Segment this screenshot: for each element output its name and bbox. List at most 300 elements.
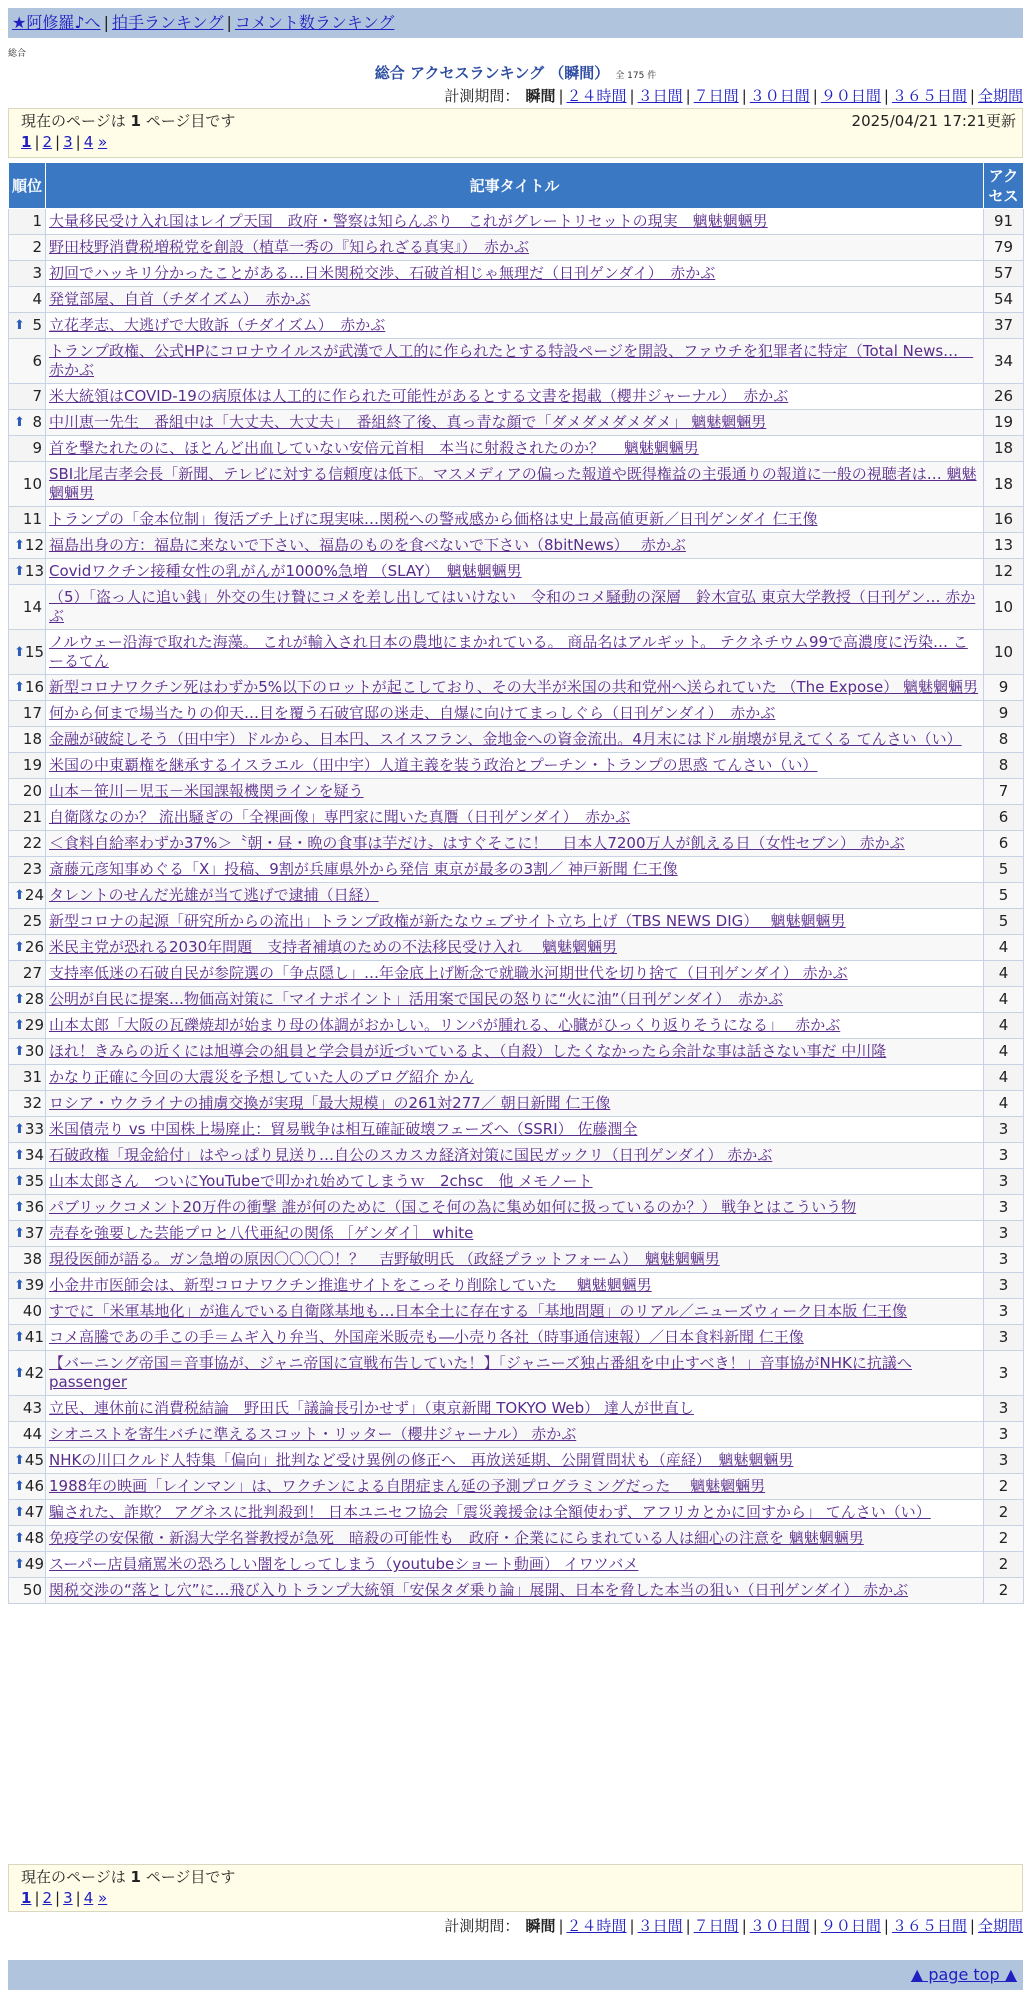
title-cell [46,831,984,857]
access-count: 3 [984,1221,1024,1247]
access-count: 5 [984,857,1024,883]
title-cell [46,1325,984,1351]
article-title-link[interactable]: 福島出身の方：福島に来ないで下さい、福島のものを食べないで下さい（8bitNews） 赤かぶ [49,536,686,554]
rank-cell [9,533,46,559]
title-cell [46,727,984,753]
rank-cell [9,209,46,235]
total-count: 全 175 件 [615,71,657,81]
page-link-1[interactable]: 1 [21,133,32,151]
ranking-rows [9,209,1024,1604]
period-link[interactable]: 全期間 [977,1917,1023,1935]
article-title-link[interactable]: 騙された、詐欺？ アグネスに批判殺到！ 日本ユニセフ協会「震災義援金は全額使わず、アフリカとかに回すから」 てんさい（い） [49,1503,931,1521]
title-cell [46,675,984,701]
article-title-link[interactable]: 立花孝志、大逃げで大敗訴（チダイズム） 赤かぶ [49,316,386,334]
rank-cell [9,507,46,533]
rank-number: 8 [32,413,42,431]
rank-number: 46 [24,1477,44,1495]
pager-separator: | [75,1889,81,1907]
rank-cell [9,261,46,287]
article-title-link[interactable]: シオニストを寄生バチに準えるスコット・リッター（櫻井ジャーナル） 赤かぶ [49,1425,577,1443]
rank-number: 37 [24,1224,44,1242]
access-count: 3 [984,1117,1024,1143]
rank-cell [9,339,46,384]
title-cell [46,701,984,727]
rank-cell [9,805,46,831]
title-cell [46,1091,984,1117]
access-count: 12 [984,559,1024,585]
table-row [9,857,1024,883]
rank-number: 11 [22,510,42,528]
article-title-link[interactable]: 斎藤元彦知事めぐる「X」投稿、9割が兵庫県外から発信 東京が最多の3割／ 神戸新聞 仁王像 [49,860,678,878]
rank-cell [9,1500,46,1526]
article-title-link[interactable]: 公明が自民に提案…物価高対策に「マイナポイント」活用案で国民の怒りに“火に油”（日刊ゲンダイ） 赤かぶ [49,990,784,1008]
title-cell [46,1221,984,1247]
access-header: アクセス [984,163,1024,209]
table-row [9,987,1024,1013]
rank-cell [9,235,46,261]
article-title-link[interactable]: 現役医師が語る。ガン急増の原因〇〇〇〇！？ 吉野敏明氏 （政経プラットフォーム） 魑魅魍魎男 [49,1250,720,1268]
article-title-link[interactable]: 山本太郎さん ついにYouTubeで叩かれ始めてしまうｗ 2chsc 他 メモノート [49,1172,593,1190]
rank-number: 49 [24,1555,44,1573]
period-separator: | [629,1917,635,1935]
title-cell [46,1013,984,1039]
article-title-link[interactable]: スーパー店員痛罵米の恐ろしい闇をしってしまう（youtubeショート動画） イワツバメ [49,1555,639,1573]
rank-number: 41 [24,1328,44,1346]
table-row [9,1195,1024,1221]
period-link[interactable]: ３日間 [637,1917,683,1935]
access-count: 91 [984,209,1024,235]
article-title-link[interactable]: NHKの川口クルド人特集「偏向」批判など受け異例の修正へ 再放送延期、公開質問状も（産経） 魑魅魍魎男 [49,1451,794,1469]
next-page-link[interactable]: » [98,1889,108,1907]
rank-cell [9,1195,46,1221]
rank-number: 36 [24,1198,44,1216]
article-title-link[interactable]: 米大統領はCOVID-19の病原体は人工的に作られた可能性があるとする文書を掲載（櫻井ジャーナル） 赤かぶ [49,387,789,405]
article-title-link[interactable]: ノルウェー沿海で取れた海藻。 これが輸入され日本の農地にまかれている。 商品名はアルギット。 テクネチウム99で高濃度に汚染… こーるてん [49,633,968,670]
period-link[interactable]: ３日間 [637,87,683,105]
title-cell [46,909,984,935]
rank-number: 7 [32,387,42,405]
period-link[interactable]: ３６５日間 [891,1917,967,1935]
article-title-link[interactable]: トランプ政権、公式HPにコロナウイルスが武漢で人工的に作られたとする特設ページを開設、ファウチを犯罪者に特定（Total News… 赤かぶ [49,342,974,379]
rank-cell [9,1117,46,1143]
pager-top [21,132,1010,153]
article-title-link[interactable]: 石破政権「現金給付」はやっぱり見送り…自公のスカスカ経済対策に国民ガックリ（日刊ゲンダイ） 赤かぶ [49,1146,773,1164]
period-separator: | [812,1917,818,1935]
up-arrow-icon: ⬆ [14,1479,25,1494]
access-count: 2 [984,1578,1024,1604]
rank-number: 47 [24,1503,44,1521]
period-separator: | [558,87,564,105]
table-row [9,909,1024,935]
access-count: 3 [984,1325,1024,1351]
rank-cell [9,1169,46,1195]
period-link[interactable]: ９０日間 [820,87,881,105]
rank-number: 39 [24,1276,44,1294]
period-link[interactable]: ２４時間 [566,1917,627,1935]
rank-number: 24 [24,886,44,904]
access-count: 37 [984,313,1024,339]
period-separator: | [741,87,747,105]
up-arrow-icon: ⬆ [14,1278,25,1293]
table-row [9,1039,1024,1065]
rank-cell [9,384,46,410]
rank-cell [9,313,46,339]
table-row [9,630,1024,675]
rank-cell [9,935,46,961]
rank-number: 35 [24,1172,44,1190]
table-row [9,1143,1024,1169]
rank-cell [9,779,46,805]
period-link[interactable]: ７日間 [693,1917,739,1935]
table-row [9,1396,1024,1422]
title-cell [46,779,984,805]
table-row [9,1091,1024,1117]
access-count: 3 [984,1422,1024,1448]
rank-number: 44 [22,1425,42,1443]
table-row [9,1325,1024,1351]
rank-number: 16 [24,678,44,696]
up-arrow-icon: ⬆ [14,538,25,553]
table-row [9,1221,1024,1247]
article-title-link[interactable]: 関税交渉の“落とし穴”に…飛び入りトランプ大統領「安保タダ乗り論」展開、日本を脅した本当の狙い（日刊ゲンダイ） 赤かぶ [49,1581,909,1599]
access-count: 57 [984,261,1024,287]
rank-number: 29 [24,1016,44,1034]
access-count: 7 [984,779,1024,805]
access-count: 4 [984,1091,1024,1117]
rank-cell [9,1143,46,1169]
access-count: 2 [984,1552,1024,1578]
rank-number: 5 [32,316,42,334]
period-link[interactable]: ７日間 [693,87,739,105]
rank-number: 14 [22,597,42,616]
access-count: 4 [984,1039,1024,1065]
access-count: 10 [984,585,1024,630]
title-cell [46,1526,984,1552]
title-cell [46,1448,984,1474]
title-cell [46,410,984,436]
article-title-link[interactable]: 米国の中東覇権を継承するイスラエル（田中宇）人道主義を装う政治とプーチン・トランプの思惑 てんさい（い） [49,756,818,774]
title-cell [46,287,984,313]
page-link-3[interactable]: 3 [63,133,73,151]
table-row [9,883,1024,909]
page-status-post: ページ目です [145,112,236,130]
rank-number: 45 [24,1451,44,1469]
rank-number: 50 [22,1581,42,1599]
rank-cell [9,462,46,507]
article-title-link[interactable]: 米国債売り vs 中国株上場廃止：貿易戦争は相互確証破壊フェーズへ（SSRI） 佐藤潤全 [49,1120,638,1138]
title-header: 記事タイトル [46,163,984,209]
article-title-link[interactable]: SBI北尾吉孝会長「新聞、テレビに対する信頼度は低下。マスメディアの偏った報道や既得権益の主張通りの報道に一般の視聴者は… 魑魅魍魎男 [49,465,977,502]
access-count: 18 [984,436,1024,462]
next-page-link[interactable]: » [98,133,108,151]
access-count: 4 [984,961,1024,987]
table-row [9,235,1024,261]
article-title-link[interactable]: パブリックコメント20万件の衝撃 誰が何のために（国こそ何の為に集め如何に扱っているのか？） 戦争とはこういう物 [49,1198,857,1216]
period-label: 計測期間： [444,87,520,105]
table-row [9,261,1024,287]
rank-cell [9,410,46,436]
access-count: 3 [984,1273,1024,1299]
title-cell [46,1247,984,1273]
rank-cell [9,675,46,701]
article-title-link[interactable]: ロシア・ウクライナの捕虜交換が実現「最大規模」の261対277／ 朝日新聞 仁王像 [49,1094,611,1112]
up-arrow-icon: ⬆ [14,680,25,695]
table-row [9,462,1024,507]
table-row [9,1474,1024,1500]
rank-header: 順位 [9,163,46,209]
page-status-pre: 現在のページは [21,112,126,130]
article-title-link[interactable]: 何から何まで場当たりの仰天…目を覆う石破官邸の迷走、自爆に向けてまっしぐら（日刊ゲンダイ） 赤かぶ [49,704,776,722]
pager-bottom [21,1888,1010,1909]
article-title-link[interactable]: 米民主党が恐れる2030年問題 支持者補填のための不法移民受け入れ 魑魅魍魎男 [49,938,617,956]
rank-number: 17 [22,704,42,722]
article-title-link[interactable]: 免疫学の安保徹・新潟大学名誉教授が急死 暗殺の可能性も 政府・企業ににらまれている人は細心の注意を 魑魅魍魎男 [49,1529,864,1547]
up-arrow-icon: ⬆ [14,1200,25,1215]
home-link[interactable]: ★阿修羅♪へ [12,13,101,32]
rank-cell [9,1526,46,1552]
rank-number: 43 [22,1399,42,1417]
page-link-4[interactable]: 4 [83,1889,94,1907]
table-row [9,507,1024,533]
access-count: 19 [984,410,1024,436]
access-count: 4 [984,1065,1024,1091]
table-row [9,1351,1024,1396]
current-page-number: 1 [130,1868,141,1886]
rank-number: 48 [24,1529,44,1547]
rank-cell [9,1325,46,1351]
table-row [9,1578,1024,1604]
access-count: 6 [984,831,1024,857]
page-link-3[interactable]: 3 [63,1889,73,1907]
rank-number: 4 [32,290,42,308]
period-current: 瞬間 [525,87,556,105]
period-link[interactable]: ２４時間 [566,87,627,105]
period-selector-bottom [444,1916,1023,1936]
rank-cell [9,1247,46,1273]
rank-cell [9,1039,46,1065]
title-cell [46,507,984,533]
article-title-link[interactable]: タレントのせんだ光雄が当て逃げで逮捕（日経） [49,886,379,904]
title-cell [46,1143,984,1169]
rank-number: 26 [24,938,44,956]
page-title: 総合 アクセスランキング （瞬間） [374,64,610,82]
pager-separator: | [75,133,81,151]
article-title-link[interactable]: （5）「盗っ人に追い銭」外交の生け贄にコメを差し出してはいけない 令和のコメ騒動の深層 鈴木宣弘 東京大学教授（日刊ゲン… 赤かぶ [49,588,976,625]
table-row [9,1500,1024,1526]
page-status-post: ページ目です [145,1868,236,1886]
title-cell [46,559,984,585]
table-row [9,533,1024,559]
ranking-table [8,162,1024,1604]
access-count: 3 [984,1143,1024,1169]
table-row [9,935,1024,961]
table-row [9,339,1024,384]
title-cell [46,1578,984,1604]
rank-number: 22 [22,834,42,852]
access-count: 3 [984,1299,1024,1325]
title-cell [46,384,984,410]
article-title-link[interactable]: 自衛隊なのか？ 流出騒ぎの「全裸画像」専門家に聞いた真贋（日刊ゲンダイ） 赤かぶ [49,808,631,826]
access-count: 16 [984,507,1024,533]
access-count: 2 [984,1526,1024,1552]
title-cell [46,533,984,559]
table-row [9,287,1024,313]
rank-cell [9,1474,46,1500]
up-arrow-icon: ⬆ [14,1453,25,1468]
access-count: 2 [984,1474,1024,1500]
rank-cell [9,585,46,630]
page-link-2[interactable]: 2 [42,133,53,151]
article-title-link[interactable]: ＜食料自給率わずか37%＞〝朝・昼・晩の食事は芋だけ〟はすぐそこに！ 日本人7200万人が飢える日（女性セブン） 赤かぶ [49,834,905,852]
page-link-4[interactable]: 4 [83,133,94,151]
article-title-link[interactable]: トランプの「金本位制」復活ブチ上げに現実味…関税への警戒感から価格は史上最高値更新／日刊ゲンダイ 仁王像 [49,510,818,528]
article-title-link[interactable]: 山本－笹川－児玉－米国課報機関ラインを疑う [49,782,364,800]
title-cell [46,1195,984,1221]
up-arrow-icon: ⬆ [14,1174,25,1189]
up-arrow-icon: ⬆ [14,318,25,333]
up-arrow-icon: ⬆ [14,1018,25,1033]
applause-ranking-link[interactable]: 拍手ランキング [111,13,224,32]
access-count: 10 [984,630,1024,675]
table-row [9,1117,1024,1143]
up-arrow-icon: ⬆ [14,415,25,430]
rank-cell [9,961,46,987]
table-row [9,805,1024,831]
article-title-link[interactable]: 大量移民受け入れ国はレイプ天国 政府・警察は知らんぷり これがグレートリセットの現実 魑魅魍魎男 [49,212,768,230]
title-cell [46,1396,984,1422]
up-arrow-icon: ⬆ [14,1330,25,1345]
rank-cell [9,701,46,727]
article-title-link[interactable]: 首を撃たれたのに、ほとんど出血していない安倍元首相 本当に射殺されたのか？ 魑魅魍魎男 [49,439,699,457]
table-row [9,1299,1024,1325]
rank-number: 32 [22,1094,42,1112]
rank-number: 13 [24,562,44,580]
table-row [9,585,1024,630]
rank-cell [9,883,46,909]
nav-separator: | [226,13,232,32]
rank-cell [9,987,46,1013]
article-title-link[interactable]: 小金井市医師会は、新型コロナワクチン推進サイトをこっそり削除していた 魑魅魍魎男 [49,1276,652,1294]
period-separator: | [629,87,635,105]
period-separator: | [685,1917,691,1935]
period-link[interactable]: 全期間 [977,87,1023,105]
top-nav-bar [8,8,1023,38]
article-title-link[interactable]: 発覚部屋、自首（チダイズム） 赤かぶ [49,290,311,308]
comment-ranking-link[interactable]: コメント数ランキング [234,13,395,32]
article-title-link[interactable]: 売春を強要した芸能プロと八代亜紀の関係 ［ゲンダイ］ white [49,1224,474,1242]
article-title-link[interactable]: すでに「米軍基地化」が進んでいる自衛隊基地も…日本全土に存在する「基地問題」のリアル／ニューズウィーク日本版 仁王像 [49,1302,907,1320]
rank-number: 42 [24,1363,44,1382]
article-title-link[interactable]: ほれ！きみらの近くには旭導会の組員と学会員が近づいているよ、（自殺）したくなかったら余計な事は話さない事だ 中川隆 [49,1042,887,1060]
access-count: 6 [984,805,1024,831]
access-count: 2 [984,1500,1024,1526]
rank-number: 1 [32,212,42,230]
updated-timestamp: 2025/04/21 17:21更新 [851,112,1016,130]
rank-cell [9,287,46,313]
title-cell [46,935,984,961]
article-title-link[interactable]: 中川恵一先生 番組中は「大丈夫、大丈夫」 番組終了後、真っ青な顔で「ダメダメダメダメ」 魑魅魍魎男 [49,413,767,431]
access-count: 3 [984,1351,1024,1396]
rank-number: 3 [32,264,42,282]
up-arrow-icon: ⬆ [14,1226,25,1241]
article-title-link[interactable]: かなり正確に今回の大震災を予想していた人のブログ紹介 かん [49,1068,474,1086]
rank-cell [9,1351,46,1396]
up-arrow-icon: ⬆ [14,940,25,955]
article-title-link[interactable]: 野田枝野消費税増税党を創設（植草一秀の『知られざる真実』） 赤かぶ [49,238,530,256]
article-title-link[interactable]: Covidワクチン接種女性の乳がんが1000%急増 （SLAY） 魑魅魍魎男 [49,562,522,580]
title-cell [46,1552,984,1578]
table-row [9,1273,1024,1299]
table-row [9,1065,1024,1091]
page-top-link[interactable]: ▲ page top ▲ [910,1965,1017,1984]
table-row [9,384,1024,410]
access-count: 3 [984,1396,1024,1422]
period-link[interactable]: ９０日間 [820,1917,881,1935]
bottom-bar [8,1960,1023,1990]
title-cell [46,235,984,261]
period-link[interactable]: ３６５日間 [891,87,967,105]
period-separator: | [969,87,975,105]
table-row [9,675,1024,701]
period-current: 瞬間 [525,1917,556,1935]
page-info-top [8,108,1023,158]
article-title-link[interactable]: コメ高騰であの手この手＝ムギ入り弁当、外国産米販売も―小売り各社（時事通信速報）／日本食料新聞 仁王像 [49,1328,804,1346]
table-row [9,1526,1024,1552]
table-row [9,1552,1024,1578]
article-title-link[interactable]: 金融が破綻しそう（田中宇）ドルから、日本円、スイスフラン、金地金への資金流出。4月末にはドル崩壊が見えてくる てんさい（い） [49,730,962,748]
rank-number: 38 [22,1250,42,1268]
article-title-link[interactable]: 初回でハッキリ分かったことがある…日米関税交渉、石破首相じゃ無理だ（日刊ゲンダイ） 赤かぶ [49,264,716,282]
rank-cell [9,1299,46,1325]
rank-cell [9,630,46,675]
article-title-link[interactable]: 新型コロナワクチン死はわずか5%以下のロットが起こしており、その大半が米国の共和党州へ送られていた （The Expose） 魑魅魍魎男 [49,678,979,696]
title-cell [46,1065,984,1091]
table-row [9,1422,1024,1448]
period-link[interactable]: ３０日間 [749,87,810,105]
table-row [9,436,1024,462]
period-separator: | [812,87,818,105]
rank-cell [9,1273,46,1299]
table-row [9,1247,1024,1273]
title-cell [46,805,984,831]
article-title-link[interactable]: 新型コロナの起源「研究所からの流出」トランプ政権が新たなウェブサイト立ち上げ（TBS NEWS DIG） 魑魅魍魎男 [49,912,846,930]
rank-number: 9 [32,439,42,457]
article-title-link[interactable]: 立民、連休前に消費税結論 野田氏「議論長引かせず」（東京新聞 TOKYO Web） 達人が世直し [49,1399,694,1417]
article-title-link[interactable]: 支持率低迷の石破自民が参院選の「争点隠し」…年金底上げ断念で就職氷河期世代を切り捨て（日刊ゲンダイ） 赤かぶ [49,964,848,982]
table-row [9,559,1024,585]
article-title-link[interactable]: 1988年の映画「レインマン」は、ワクチンによる自閉症まん延の予測プログラミングだった 魑魅魍魎男 [49,1477,766,1495]
page-link-2[interactable]: 2 [42,1889,53,1907]
rank-cell [9,727,46,753]
rank-cell [9,1396,46,1422]
title-cell [46,462,984,507]
rank-number: 23 [22,860,42,878]
article-title-link[interactable]: 山本太郎「大阪の瓦礫焼却が始まり母の体調がおかしい。リンパが腫れる、心臓がひっくり返りそうになる」 赤かぶ [49,1016,841,1034]
period-separator: | [558,1917,564,1935]
rank-cell [9,857,46,883]
current-page-number: 1 [130,112,141,130]
page-link-1[interactable]: 1 [21,1889,32,1907]
article-title-link[interactable]: 【バーニング帝国＝音事協が、ジャニ帝国に宣戦布告していた！】「ジャニーズ独占番組を中止すべき！」音事協がNHKに抗議へ passenger [49,1354,912,1391]
title-cell [46,753,984,779]
title-cell [46,1422,984,1448]
pager-separator: | [34,1889,40,1907]
rank-cell [9,1422,46,1448]
rank-cell [9,1065,46,1091]
title-cell [46,585,984,630]
title-cell [46,339,984,384]
period-link[interactable]: ３０日間 [749,1917,810,1935]
